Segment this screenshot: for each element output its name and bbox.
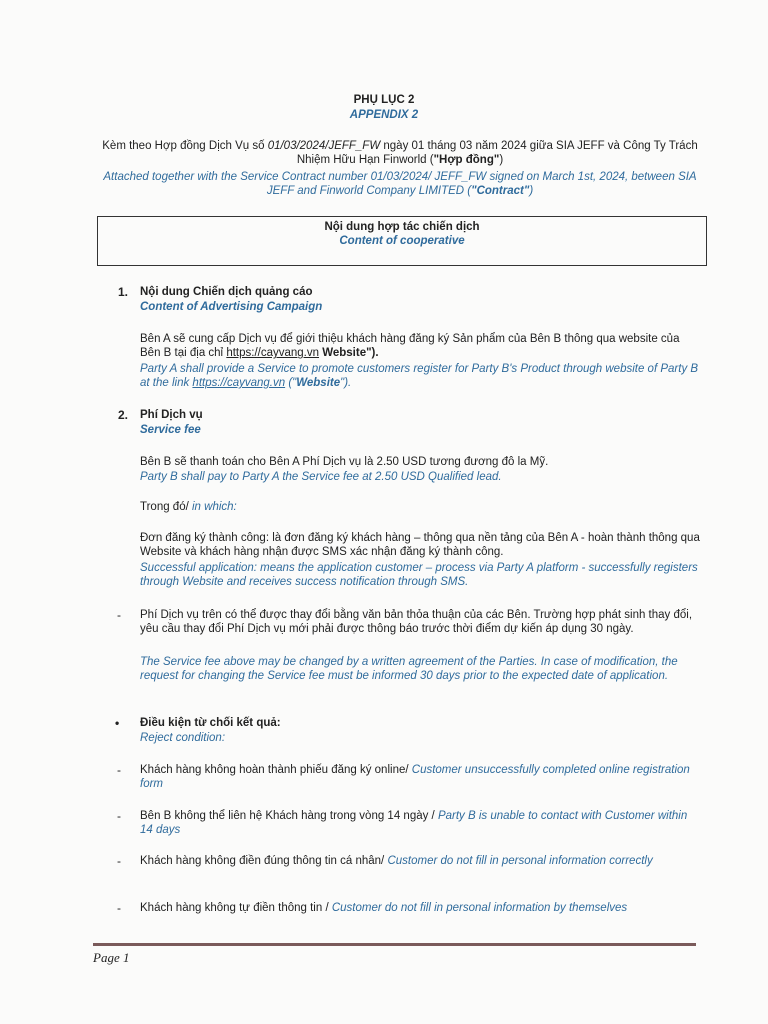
content-box xyxy=(97,216,707,266)
success-vn: Đơn đăng ký thành công: là đơn đăng ký khách hàng – thông qua nền tảng của Bên A - hoàn thành thông qua Website và khách hàng nhận được SMS xác nhận đăng ký thành công. xyxy=(140,532,700,559)
section1-body-vn-text: Bên A sẽ cung cấp Dịch vụ để giới thiệu khách hàng đăng ký Sản phẩm của Bên B thông qua website của Bên B tại địa chỉ xyxy=(140,333,680,360)
intro-en-contract-label: "Contract" xyxy=(471,185,530,197)
in-which xyxy=(140,500,700,514)
reject-item-vn: Khách hàng không điền đúng thông tin cá nhân/ xyxy=(140,855,388,867)
section2-title-vn: Phí Dịch vụ xyxy=(140,409,203,421)
appendix-title-en: APPENDIX 2 xyxy=(349,109,419,121)
section1-body-en xyxy=(140,362,700,390)
footer-divider xyxy=(93,943,696,946)
reject-item-vn: Bên B không thể liên hệ Khách hàng trong vòng 14 ngày / xyxy=(140,810,438,822)
intro-vn-contract-number: 01/03/2024/JEFF_FW xyxy=(267,140,381,152)
reject-item-dash: - xyxy=(117,763,121,777)
reject-item-dash: - xyxy=(117,901,121,915)
section1-title-vn: Nội dung Chiến dịch quảng cáo xyxy=(140,286,313,298)
reject-item xyxy=(140,809,700,837)
reject-item xyxy=(140,901,700,915)
box-title-vn: Nội dung hợp tác chiến dịch xyxy=(324,221,480,233)
reject-item-en: Customer do not fill in personal information by themselves xyxy=(331,902,628,914)
intro-vn-part2: ngày 01 tháng 03 năm 2024 giữa SIA JEFF và Công Ty Trách Nhiệm Hữu Hạn Finworld ( xyxy=(296,140,698,166)
website-link-vn[interactable]: https://cayvang.vn xyxy=(226,347,320,360)
section1-body-en-end: "). xyxy=(340,377,352,390)
section2-number: 2. xyxy=(118,408,129,422)
fee-en: Party B shall pay to Party A the Service fee at 2.50 USD Qualified lead. xyxy=(140,471,502,483)
reject-item-dash: - xyxy=(117,809,121,823)
appendix-title-vn: PHỤ LỤC 2 xyxy=(353,94,415,106)
reject-bullet: • xyxy=(115,716,120,730)
reject-item-dash: - xyxy=(117,854,121,868)
change-vn: Phí Dịch vụ trên có thể được thay đổi bằng văn bản thỏa thuận của các Bên. Trường hợp phát sinh thay đổi, yêu cầu thay đổi Phí Dịch vụ mới phải được thông báo trước thời điểm dự kiến áp dụng 30 ngày. xyxy=(140,609,693,636)
reject-item xyxy=(140,763,700,791)
section1-body-vn-end: Website"). xyxy=(319,347,379,360)
reject-title-en: Reject condition: xyxy=(140,732,226,744)
website-link-en[interactable]: https://cayvang.vn xyxy=(192,377,286,390)
intro-vn-contract-label: "Hợp đồng" xyxy=(433,154,500,166)
intro-vn-part3: ) xyxy=(499,154,504,166)
section1-number: 1. xyxy=(118,285,129,299)
reject-item xyxy=(140,854,700,868)
intro-vn-part1: Kèm theo Hợp đồng Dịch Vụ số xyxy=(102,140,268,152)
in-which-vn: Trong đó/ xyxy=(140,501,189,513)
change-dash: - xyxy=(117,608,121,622)
section1-body-en-quote: (" xyxy=(285,377,297,390)
reject-item-en: Customer unsuccessfully completed online registration form xyxy=(140,764,690,791)
section1-body-en-text: Party A shall provide a Service to promote customers register for Party B's Product through website of Party B at the link xyxy=(140,363,699,390)
fee-vn: Bên B sẽ thanh toán cho Bên A Phí Dịch vụ là 2.50 USD tương đương đô la Mỹ. xyxy=(140,456,549,468)
section1-body-vn xyxy=(140,332,700,360)
reject-item-vn: Khách hàng không hoàn thành phiếu đăng ký online/ xyxy=(140,764,409,776)
section1-body-en-website: Website xyxy=(296,377,341,390)
section1-title-en: Content of Advertising Campaign xyxy=(140,301,323,313)
reject-title-vn: Điều kiện từ chối kết quả: xyxy=(140,717,281,729)
reject-item-en: Party B is unable to contact with Customer within 14 days xyxy=(140,810,688,837)
reject-item-en: Customer do not fill in personal information correctly xyxy=(387,855,653,867)
intro-en-end: ) xyxy=(529,185,534,197)
in-which-en: in which: xyxy=(188,501,237,513)
intro-en xyxy=(90,170,710,198)
box-title-en: Content of cooperative xyxy=(339,235,465,247)
change-en: The Service fee above may be changed by a written agreement of the Parties. In case of modification, the request for changing the Service fee must be informed 30 days prior to the expected date of application. xyxy=(140,656,678,683)
intro-en-text: Attached together with the Service Contract number 01/03/2024/ JEFF_FW signed on March 1st, 2024, between SIA JEFF and Finworld Company LIMITED ( xyxy=(103,171,697,197)
intro-vn xyxy=(90,139,710,167)
page-number: Page 1 xyxy=(93,950,130,965)
section2-title-en: Service fee xyxy=(140,424,201,436)
reject-item-vn: Khách hàng không tự điền thông tin / xyxy=(140,902,332,914)
success-en: Successful application: means the application customer – process via Party A platform - successfully registers through Website and receives success notification through SMS. xyxy=(140,562,698,589)
